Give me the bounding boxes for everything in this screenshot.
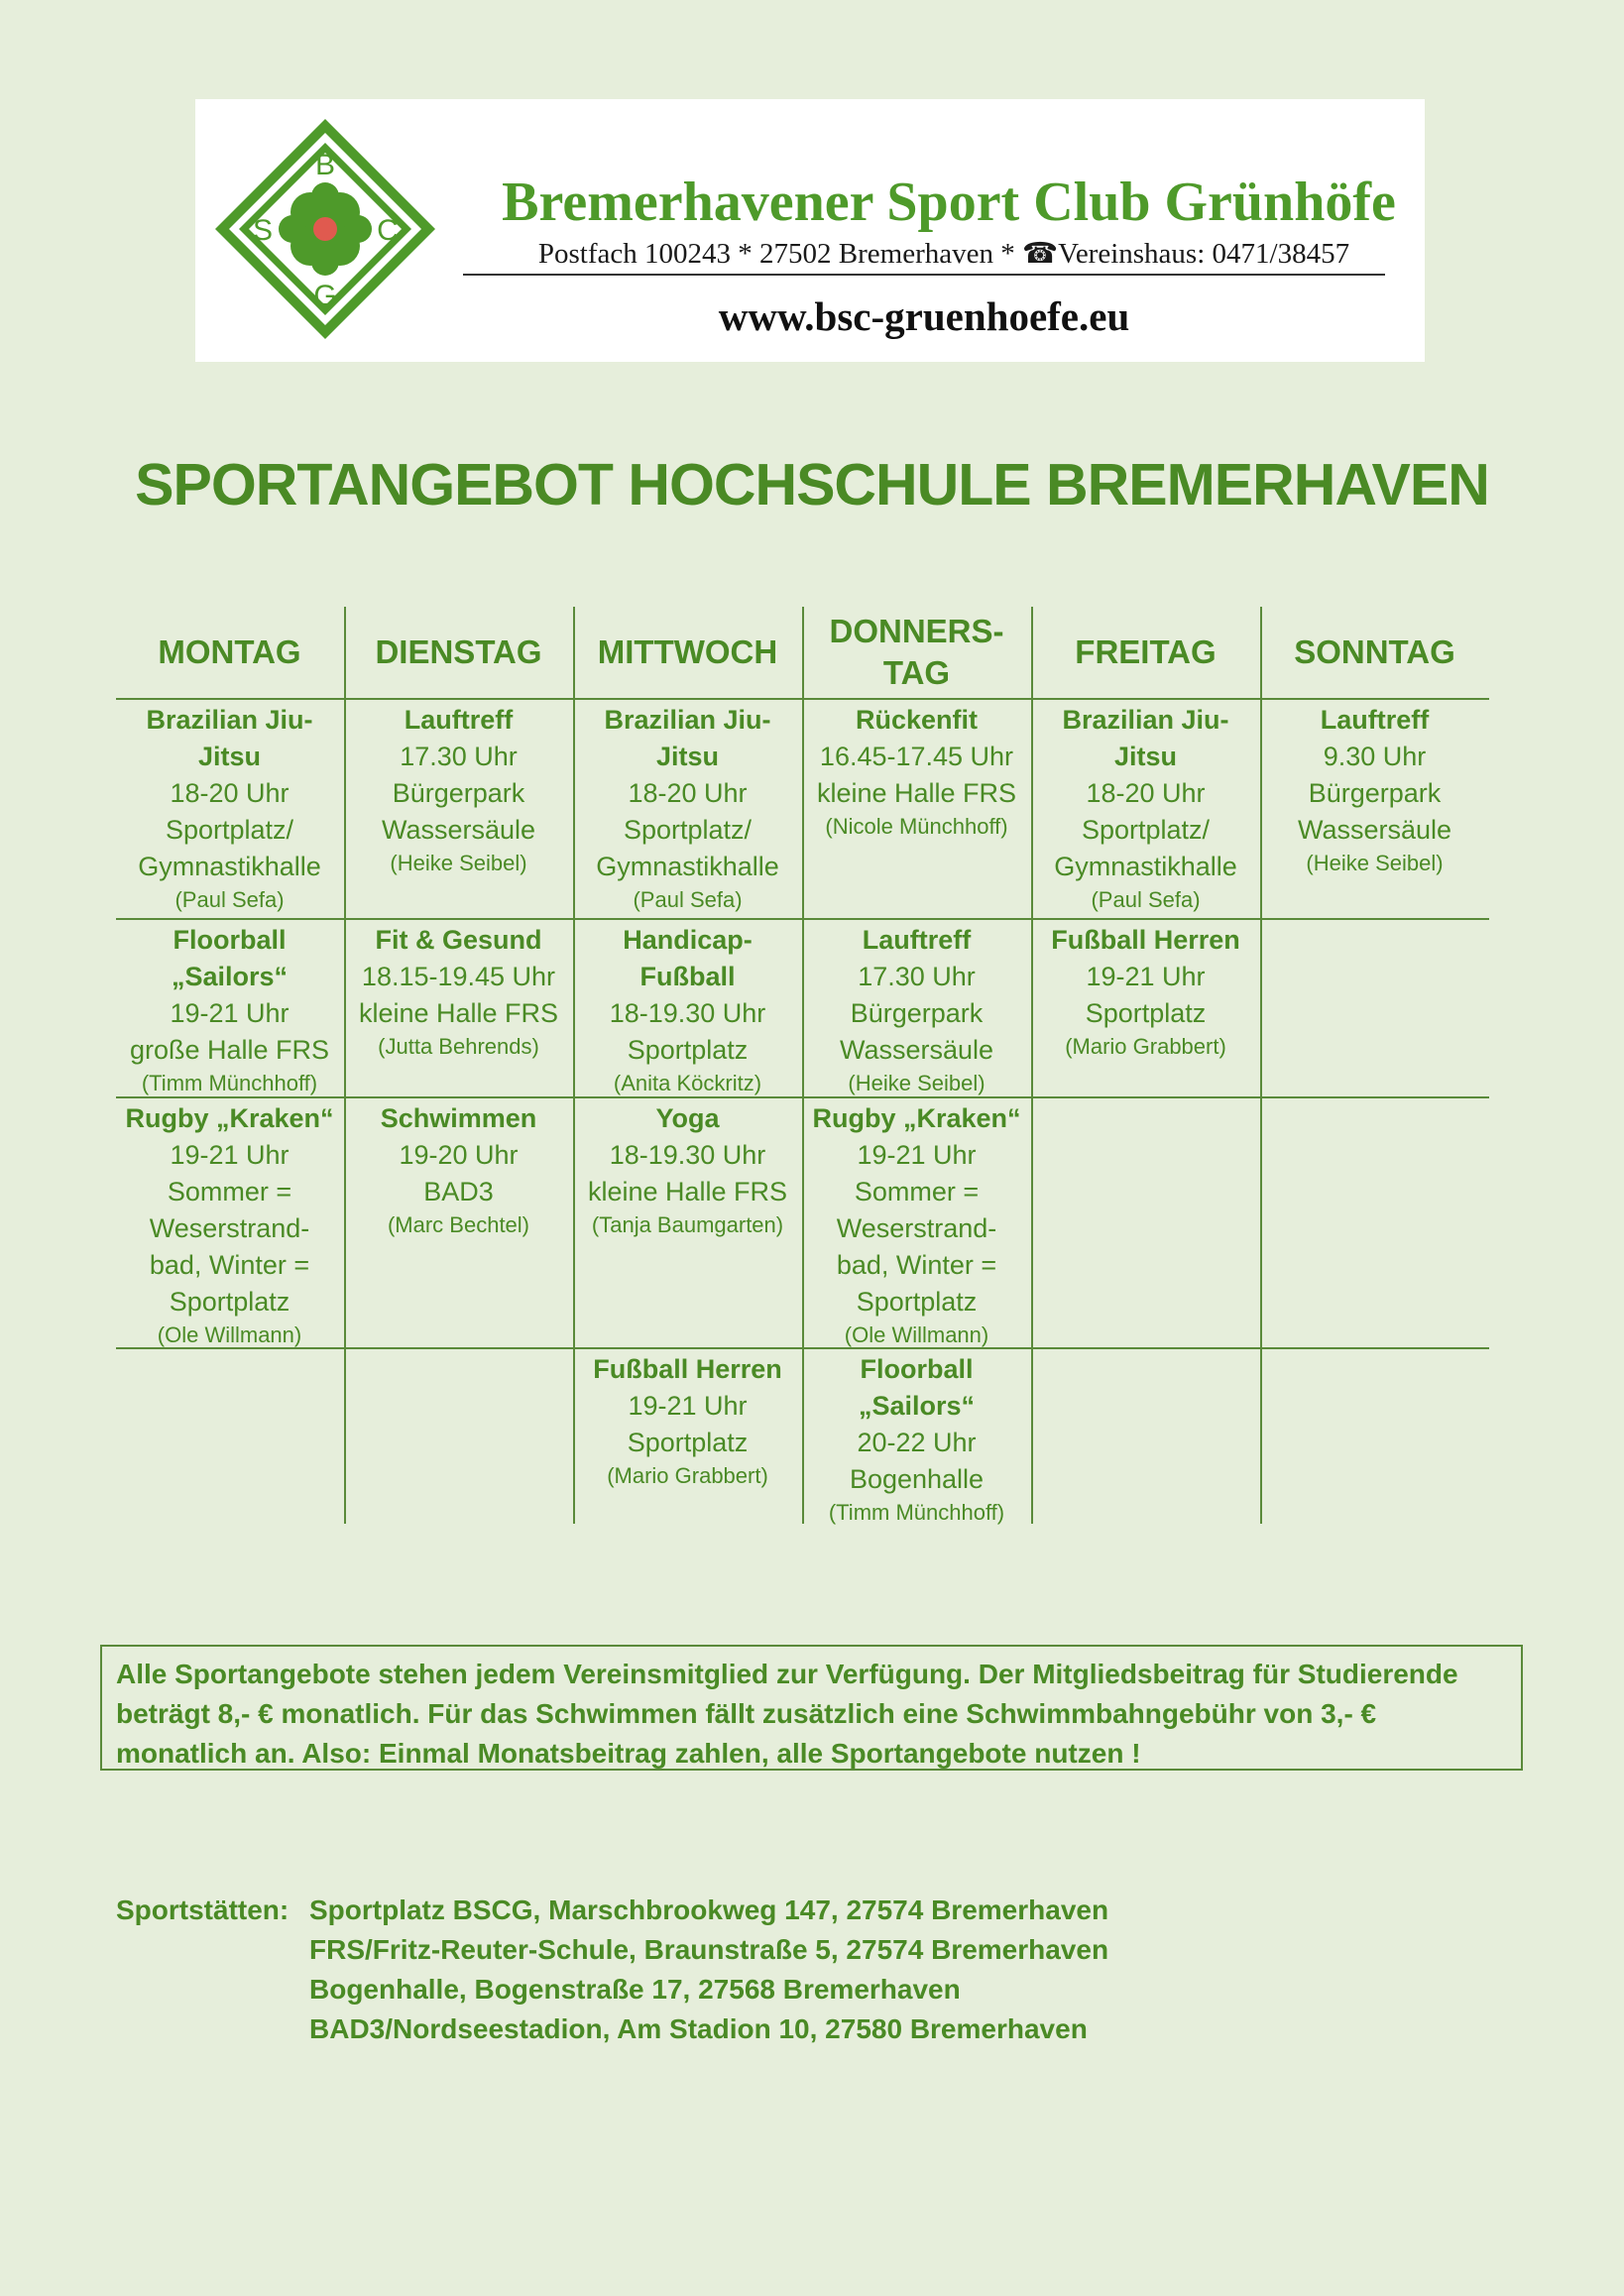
trainer-name: (Ole Willmann) (844, 1322, 989, 1347)
activity-cell (345, 702, 572, 878)
activity-cell (345, 1100, 572, 1240)
activity-detail: 19-20 Uhr (399, 1140, 519, 1170)
day-header-line: MITTWOCH (597, 633, 778, 670)
day-header-line: FREITAG (1075, 633, 1217, 670)
activity-detail: 18-20 Uhr (628, 778, 748, 808)
trainer-name: (Timm Münchhoff) (828, 1500, 1005, 1525)
day-header (1032, 607, 1259, 698)
activity-detail: 19-21 Uhr (857, 1140, 977, 1170)
activity-detail: Wassersäule (1297, 815, 1452, 845)
activity-name: Rugby „Kraken“ (125, 1103, 334, 1133)
activity-name: Fußball (639, 962, 736, 991)
trainer-name: (Mario Grabbert) (1065, 1034, 1226, 1059)
activity-detail: Sportplatz (627, 1035, 749, 1065)
activity-detail: Wassersäule (839, 1035, 994, 1065)
activity-detail: Gymnastikhalle (138, 852, 321, 881)
activity-detail: Bogenhalle (849, 1464, 985, 1494)
day-header (345, 607, 572, 698)
logo-letter: C (377, 214, 399, 247)
activity-detail: 19-21 Uhr (170, 1140, 290, 1170)
trainer-name: (Timm Münchhoff) (141, 1071, 318, 1095)
activity-name: Brazilian Jiu- (1062, 705, 1229, 735)
activity-detail: kleine Halle FRS (587, 1177, 788, 1206)
activity-detail: 17.30 Uhr (400, 742, 518, 771)
club-address: Postfach 100243 * 27502 Bremerhaven * ☎Vereinshaus: 0471/38457 (537, 238, 1350, 270)
activity-name: Jitsu (197, 742, 262, 771)
club-website[interactable]: www.bsc-gruenhoefe.eu (718, 293, 1130, 339)
activity-name: Schwimmen (380, 1103, 537, 1133)
trainer-name: (Tanja Baumgarten) (591, 1212, 784, 1237)
activity-detail: BAD3 (423, 1177, 494, 1206)
trainer-name: (Marc Bechtel) (387, 1212, 530, 1237)
row-divider (116, 918, 1489, 920)
activity-cell (116, 702, 343, 915)
activity-cell (803, 702, 1030, 842)
activity-detail: bad, Winter = (149, 1250, 310, 1280)
trainer-name: (Anita Köckritz) (613, 1071, 762, 1095)
activity-detail: 17.30 Uhr (858, 962, 976, 991)
activity-detail: Gymnastikhalle (596, 852, 779, 881)
weekly-schedule-table (116, 607, 1489, 1524)
club-logo (211, 115, 439, 343)
trainer-name: (Jutta Behrends) (378, 1034, 539, 1059)
activity-cell (1032, 702, 1259, 915)
activity-cell (574, 702, 801, 915)
activity-detail: Weserstrand- (149, 1213, 310, 1243)
activity-name: Lauftreff (862, 925, 972, 955)
day-header-line: TAG (882, 654, 951, 691)
activity-name: Floorball (860, 1354, 974, 1384)
activity-detail: Gymnastikhalle (1054, 852, 1237, 881)
membership-notice: Alle Sportangebote stehen jedem Vereinsmitglied zur Verfügung. Der Mitgliedsbeitrag für Studierende beträgt 8,- € monatlich. Für das Schwimmen fällt zusätzlich eine Schwimmbahngebühr von 3,- € monatlich an. Also: Einmal Monatsbeitrag zahlen, alle Sportangebote nutzen ! (100, 1645, 1523, 1771)
activity-detail: Bürgerpark (1308, 778, 1442, 808)
activity-name: Lauftreff (404, 705, 514, 735)
activity-cell (803, 1100, 1030, 1350)
activity-cell (1261, 702, 1488, 878)
activity-detail: Sommer = (854, 1177, 980, 1206)
venue-item: FRS/Fritz-Reuter-Schule, Braunstraße 5, 27574 Bremerhaven (309, 1934, 1109, 1965)
activity-name: Floorball (173, 925, 287, 955)
activity-detail: 9.30 Uhr (1323, 742, 1427, 771)
activity-cell (574, 1351, 801, 1491)
day-header-line: SONNTAG (1294, 633, 1455, 670)
activity-detail: 19-21 Uhr (1086, 962, 1206, 991)
activity-detail: Sportplatz (169, 1287, 290, 1317)
venue-item: Sportplatz BSCG, Marschbrookweg 147, 27574 Bremerhaven (309, 1894, 1109, 1925)
activity-detail: Bürgerpark (392, 778, 525, 808)
letterhead-divider (463, 274, 1385, 276)
activity-detail: Wassersäule (381, 815, 536, 845)
activity-detail: 18-19.30 Uhr (609, 1140, 766, 1170)
day-header (803, 607, 1030, 698)
logo-letter: S (252, 214, 274, 247)
activity-name: Fit & Gesund (375, 925, 542, 955)
activity-detail: 18-20 Uhr (1086, 778, 1206, 808)
activity-detail: Sportplatz (1085, 998, 1207, 1028)
activity-detail: 16.45-17.45 Uhr (819, 742, 1014, 771)
activity-name: Fußball Herren (1051, 925, 1240, 955)
day-header-line: MONTAG (158, 633, 301, 670)
trainer-name: (Heike Seibel) (390, 851, 527, 875)
activity-name: Lauftreff (1320, 705, 1430, 735)
activity-detail: bad, Winter = (836, 1250, 997, 1280)
activity-cell (574, 922, 801, 1098)
logo-letter: B (314, 149, 336, 181)
day-header-line: DIENSTAG (375, 633, 542, 670)
row-divider (116, 698, 1489, 700)
activity-cell (574, 1100, 801, 1240)
page-title: SPORTANGEBOT HOCHSCHULE BREMERHAVEN (135, 452, 1489, 517)
activity-cell (116, 922, 343, 1098)
trainer-name: (Ole Willmann) (157, 1322, 302, 1347)
day-header (574, 607, 801, 698)
activity-name: „Sailors“ (858, 1391, 976, 1421)
trainer-name: (Heike Seibel) (1306, 851, 1444, 875)
activity-detail: Sportplatz/ (165, 815, 294, 845)
activity-detail: 20-22 Uhr (857, 1428, 977, 1457)
activity-name: Fußball Herren (593, 1354, 782, 1384)
activity-cell (345, 922, 572, 1062)
activity-detail: Sportplatz/ (1081, 815, 1211, 845)
activity-cell (116, 1100, 343, 1350)
trainer-name: (Mario Grabbert) (607, 1463, 768, 1488)
activity-detail: 18.15-19.45 Uhr (361, 962, 556, 991)
activity-name: Rugby „Kraken“ (812, 1103, 1021, 1133)
activity-detail: kleine Halle FRS (358, 998, 559, 1028)
venues-list (309, 1891, 1108, 2049)
activity-name: Rückenfit (855, 705, 979, 735)
day-header (1261, 607, 1488, 698)
activity-detail: Sportplatz (627, 1428, 749, 1457)
activity-detail: 19-21 Uhr (628, 1391, 748, 1421)
activity-name: Jitsu (1113, 742, 1178, 771)
trainer-name: (Paul Sefa) (174, 887, 285, 912)
activity-name: Yoga (655, 1103, 720, 1133)
day-header (116, 607, 343, 698)
club-name: Bremerhavener Sport Club Grünhöfe (502, 172, 1396, 233)
activity-name: Brazilian Jiu- (604, 705, 771, 735)
activity-detail: 19-21 Uhr (170, 998, 290, 1028)
activity-detail: Bürgerpark (850, 998, 984, 1028)
activity-detail: große Halle FRS (129, 1035, 330, 1065)
trainer-name: (Heike Seibel) (848, 1071, 986, 1095)
activity-detail: 18-19.30 Uhr (609, 998, 766, 1028)
venue-item: Bogenhalle, Bogenstraße 17, 27568 Bremerhaven (309, 1974, 961, 2005)
activity-detail: Weserstrand- (836, 1213, 997, 1243)
trainer-name: (Nicole Münchhoff) (825, 814, 1008, 839)
activity-cell (1032, 922, 1259, 1062)
day-header-line: DONNERS- (829, 613, 1004, 649)
activity-detail: 18-20 Uhr (170, 778, 290, 808)
activity-detail: Sportplatz/ (623, 815, 753, 845)
activity-cell (803, 1351, 1030, 1528)
venues-label: Sportstätten: (116, 1894, 290, 1925)
logo-letter: G (313, 280, 337, 312)
trainer-name: (Paul Sefa) (633, 887, 743, 912)
activity-name: Brazilian Jiu- (146, 705, 313, 735)
activity-detail: Sommer = (167, 1177, 292, 1206)
activity-detail: kleine Halle FRS (816, 778, 1017, 808)
activity-cell (803, 922, 1030, 1098)
club-letterhead (195, 99, 1425, 362)
activity-detail: Sportplatz (856, 1287, 978, 1317)
trainer-name: (Paul Sefa) (1091, 887, 1201, 912)
activity-name: „Sailors“ (171, 962, 289, 991)
activity-name: Jitsu (655, 742, 720, 771)
venue-item: BAD3/Nordseestadion, Am Stadion 10, 27580 Bremerhaven (309, 2013, 1088, 2044)
logo-red-dot (313, 217, 337, 241)
activity-name: Handicap- (623, 925, 753, 955)
